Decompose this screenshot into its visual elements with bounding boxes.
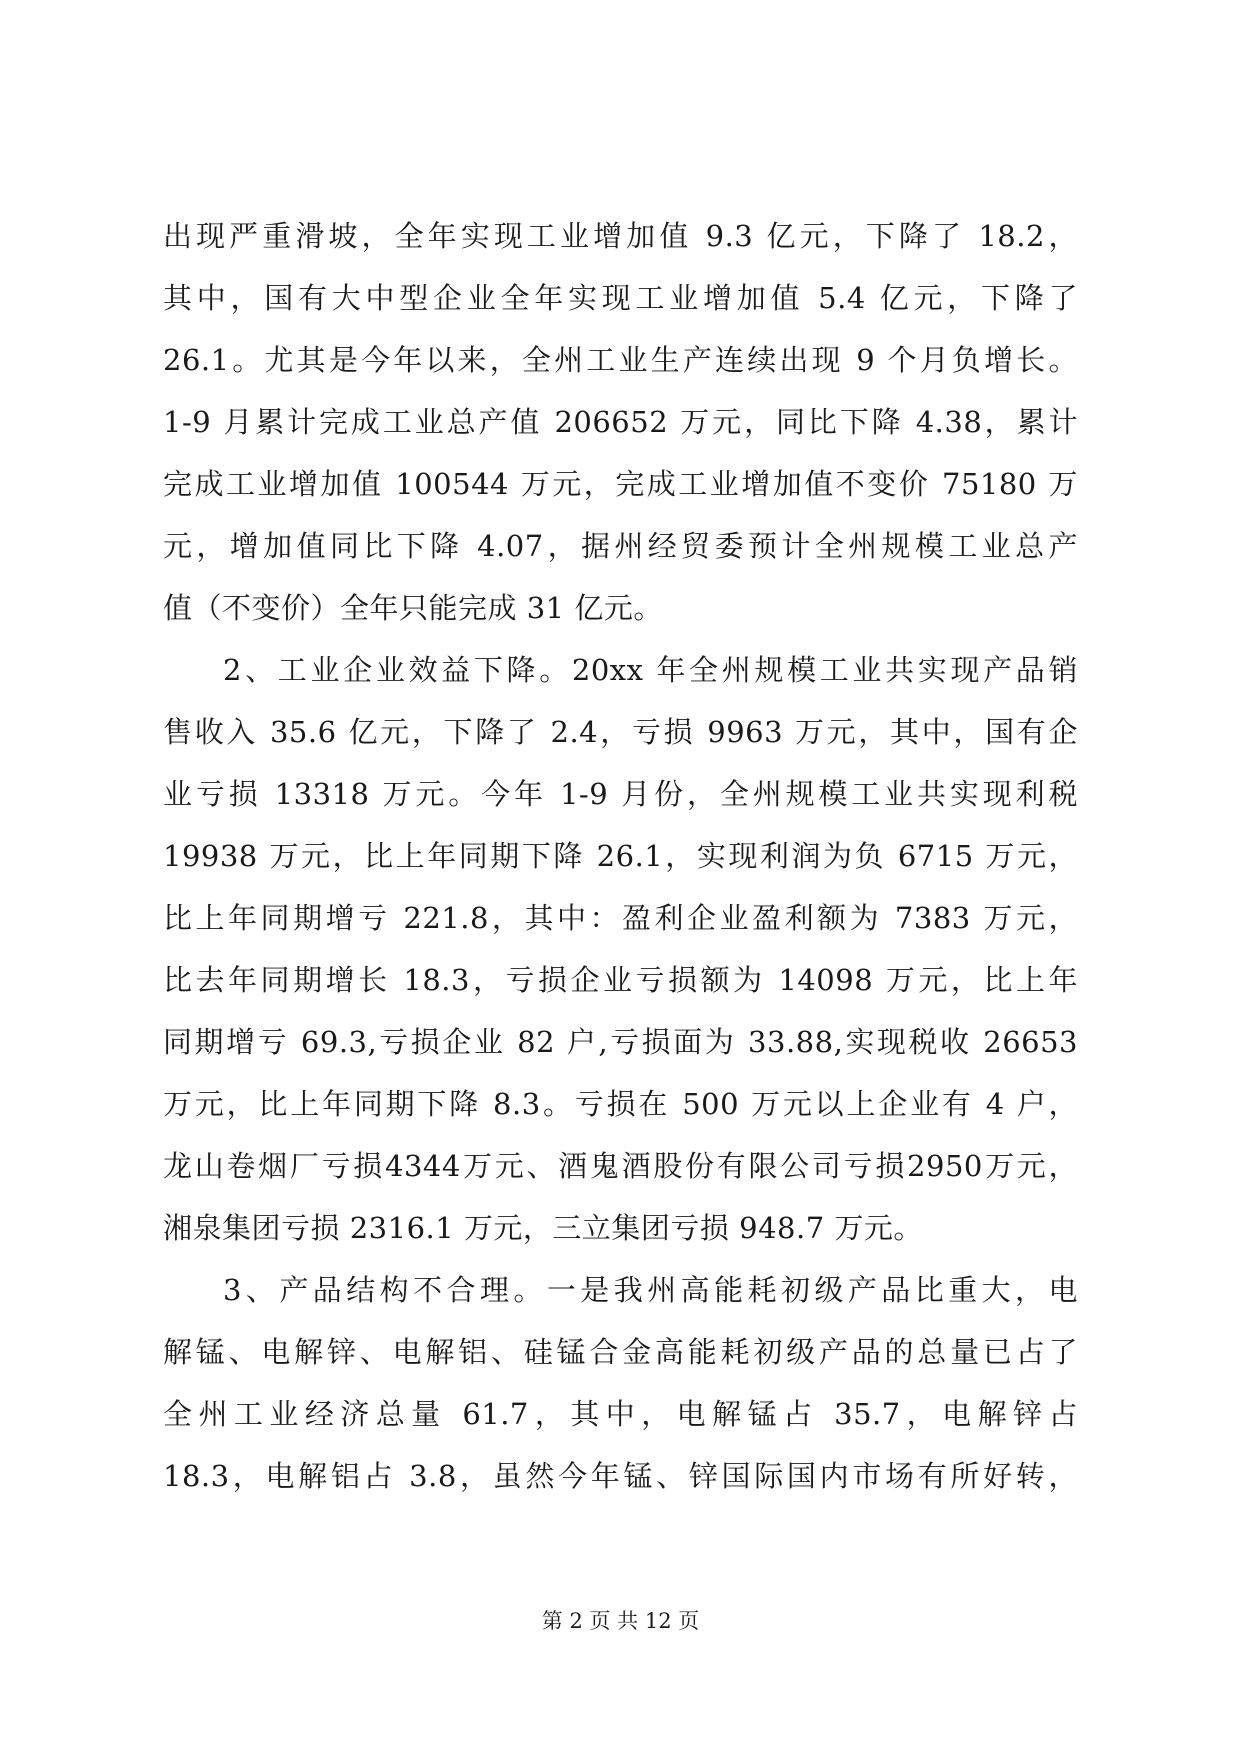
text-line: 湘泉集团亏损 2316.1 万元，三立集团亏损 948.7 万元。 [163, 1211, 923, 1245]
text-line: 26.1。尤其是今年以来，全州工业生产连续出现 9 个月负增长。 [163, 343, 1078, 377]
text-line: 同期增亏 69.3,亏损企业 82 户,亏损面为 33.88,实现税收 26653 [163, 1025, 1078, 1059]
text-line: 完成工业增加值 100544 万元，完成工业增加值不变价 75180 万 [163, 467, 1078, 501]
text-line: 出现严重滑坡，全年实现工业增加值 9.3 亿元，下降了 18.2， [163, 219, 1078, 253]
text-line: 龙山卷烟厂亏损4344万元、酒鬼酒股份有限公司亏损2950万元， [163, 1149, 1078, 1183]
text-line: 全州工业经济总量 61.7，其中，电解锰占 35.7，电解锌占 [163, 1397, 1078, 1431]
text-line: 业亏损 13318 万元。今年 1-9 月份，全州规模工业共实现利税 [163, 777, 1078, 811]
text-line: 比去年同期增长 18.3，亏损企业亏损额为 14098 万元，比上年 [163, 963, 1078, 997]
text-line: 值（不变价）全年只能完成 31 亿元。 [163, 591, 663, 625]
text-line: 解锰、电解锌、电解铝、硅锰合金高能耗初级产品的总量已占了 [163, 1335, 1078, 1369]
text-line: 比上年同期增亏 221.8，其中：盈利企业盈利额为 7383 万元， [163, 901, 1078, 935]
paragraph-start-line: 2、工业企业效益下降。20xx 年全州规模工业共实现产品销 [223, 653, 1078, 687]
body-text [163, 205, 1078, 1507]
text-line: 18.3，电解铝占 3.8，虽然今年锰、锌国际国内市场有所好转， [163, 1459, 1078, 1493]
text-line: 万元，比上年同期下降 8.3。亏损在 500 万元以上企业有 4 户， [163, 1087, 1078, 1121]
text-line: 售收入 35.6 亿元，下降了 2.4，亏损 9963 万元，其中，国有企 [163, 715, 1078, 749]
text-line: 19938 万元，比上年同期下降 26.1，实现利润为负 6715 万元， [163, 839, 1078, 873]
page-number-footer: 第 2 页 共 12 页 [541, 1609, 700, 1633]
text-line: 1-9 月累计完成工业总产值 206652 万元，同比下降 4.38，累计 [163, 405, 1078, 439]
text-line: 元，增加值同比下降 4.07，据州经贸委预计全州规模工业总产 [163, 529, 1078, 563]
text-line: 其中，国有大中型企业全年实现工业增加值 5.4 亿元，下降了 [163, 281, 1078, 315]
paragraph-start-line: 3、产品结构不合理。一是我州高能耗初级产品比重大，电 [223, 1273, 1078, 1307]
